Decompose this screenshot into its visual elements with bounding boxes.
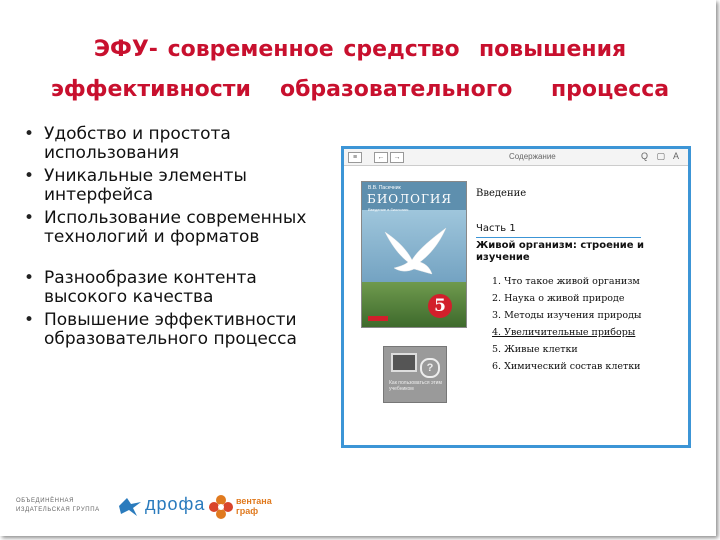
viewer-toolbar <box>344 149 688 166</box>
toc-item[interactable]: 6. Химический состав клетки <box>492 361 641 372</box>
slide-title <box>20 30 700 110</box>
book-cover[interactable] <box>361 181 467 328</box>
bullet-item: • Удобство и простота использования <box>22 125 322 163</box>
toc-item[interactable]: 3. Методы изучения природы <box>492 310 642 321</box>
bullet-item: • Уникальные элементы интерфейса <box>22 167 322 205</box>
toc-intro[interactable]: Введение <box>476 188 527 199</box>
toc-divider <box>476 237 641 238</box>
cover-authors: В.В. Пасечник <box>368 185 401 191</box>
help-caption: Как пользоваться этим учебником <box>389 380 442 392</box>
toc-chapter[interactable]: Живой организм: строение и изучение <box>476 240 645 263</box>
title-line-2: эффективности образовательного процесса <box>50 77 670 102</box>
bullet-item: • Повышение эффективности образовательного процесса <box>22 311 322 349</box>
help-video-tile[interactable] <box>383 346 447 403</box>
question-icon: ? <box>420 358 440 378</box>
drofa-logo <box>117 494 206 524</box>
bullet-item: • Разнообразие контента высокого качества <box>22 269 322 307</box>
ventana-flower-icon <box>208 494 234 520</box>
bullet-list <box>22 125 322 353</box>
viewer-title: Содержание <box>509 152 556 161</box>
ebook-viewer-screenshot <box>341 146 691 448</box>
back-arrow-icon[interactable]: ← <box>374 152 388 163</box>
dove-icon <box>380 222 450 282</box>
grade-badge: 5 <box>428 294 452 318</box>
group-logo-line1: ОБЪЕДИНЁННАЯ <box>16 498 75 504</box>
publisher-logo <box>368 316 388 321</box>
title-line-1: ЭФУ- современное средство повышения <box>93 37 627 62</box>
viewer-tools[interactable]: Q ▢ A <box>640 151 682 161</box>
toc-item[interactable]: 5. Живые клетки <box>492 344 578 355</box>
toc-list <box>492 276 672 378</box>
group-logo-line2: ИЗДАТЕЛЬСКАЯ ГРУППА <box>16 507 100 513</box>
cover-subtitle: Введение в биологию <box>368 207 409 212</box>
toc-item[interactable]: 4. Увеличительные приборы <box>492 327 636 338</box>
toc-item[interactable]: 2. Наука о живой природе <box>492 293 625 304</box>
cover-title: БИОЛОГИЯ <box>367 192 453 206</box>
bullet-item: • Использование современных технологий и форматов <box>22 209 322 247</box>
drofa-wordmark: дрофа <box>145 494 206 514</box>
ventana-graf-logo <box>208 494 288 524</box>
drofa-bird-icon <box>117 494 143 518</box>
toc-part[interactable]: Часть 1 <box>476 223 516 234</box>
forward-arrow-icon[interactable]: → <box>390 152 404 163</box>
group-logo <box>16 497 102 527</box>
ventana-wordmark: вентана граф <box>236 496 272 516</box>
monitor-icon <box>391 353 417 372</box>
toc-item[interactable]: 1. Что такое живой организм <box>492 276 640 287</box>
menu-icon[interactable]: ≡ <box>348 152 362 163</box>
